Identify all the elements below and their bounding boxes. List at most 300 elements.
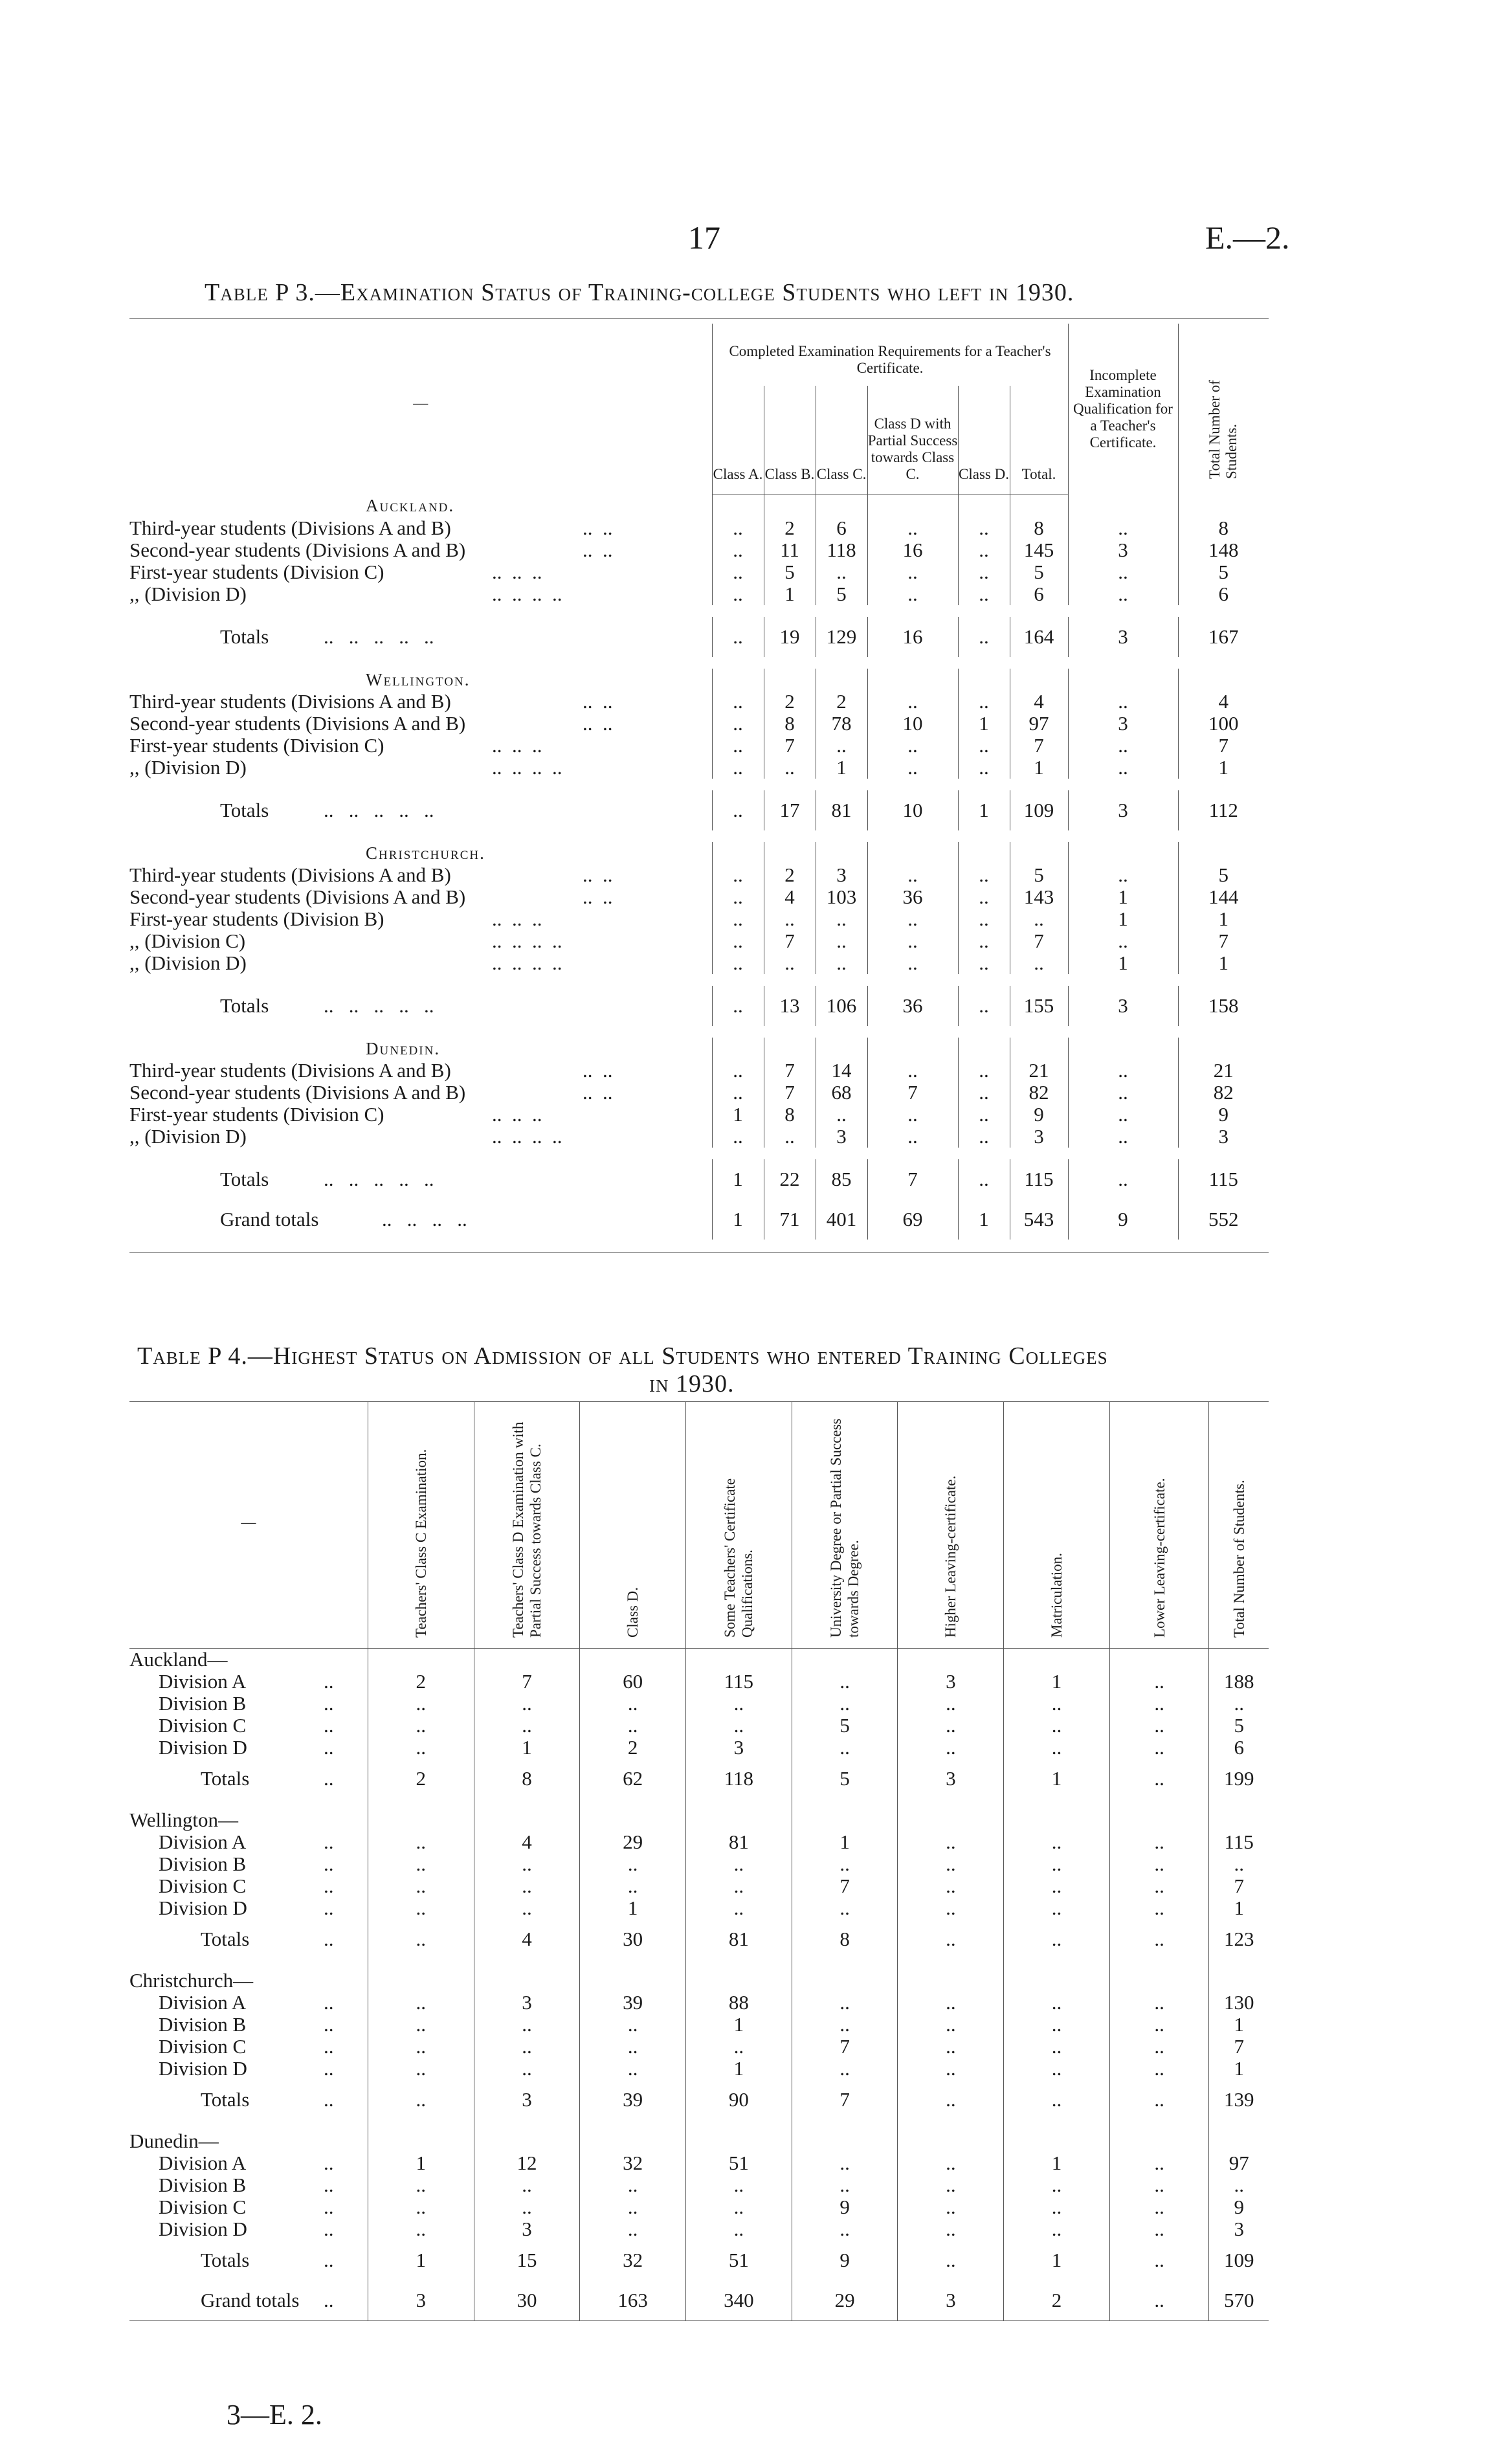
- leader-dots: ..: [324, 1692, 334, 1715]
- section-row: [129, 1970, 1269, 1992]
- cell-value: ..: [368, 1897, 474, 1919]
- table-row: [129, 790, 1269, 830]
- col-header: Total Number of Students.: [1230, 1480, 1247, 1638]
- table-row: [129, 2036, 1269, 2058]
- table-row: [129, 930, 1269, 952]
- cell-value: ..: [1068, 864, 1178, 886]
- cell-value: 1: [1068, 952, 1178, 974]
- row-label: First-year students (Division C): [129, 561, 384, 583]
- cell-value: ..: [867, 583, 958, 605]
- cell-value: 29: [580, 1831, 686, 1853]
- cell-value: 3: [474, 2218, 580, 2240]
- cell-value: ..: [1004, 2196, 1110, 2218]
- cell-value: ..: [712, 713, 764, 735]
- cell-value: 39: [580, 2080, 686, 2120]
- cell-value: ..: [368, 1853, 474, 1875]
- cell-value: 7: [764, 735, 816, 757]
- cell-value: 22: [764, 1159, 816, 1199]
- row-label: Third-year students (Divisions A and B): [129, 690, 451, 713]
- leader-dots: ..: [324, 2196, 334, 2218]
- leader-dots: ..: [324, 2088, 334, 2111]
- row-label: Division C: [159, 1714, 247, 1737]
- cell-value: 5: [1178, 561, 1269, 583]
- cell-value: ..: [867, 561, 958, 583]
- cell-value: 36: [867, 986, 958, 1026]
- leader-dots: .. .. .. .. ..: [324, 994, 434, 1017]
- cell-value: ..: [580, 1715, 686, 1737]
- col-header: Total Number of Students.: [1206, 380, 1240, 479]
- document-reference: E.—2.: [1205, 219, 1290, 256]
- cell-value: 2: [368, 1759, 474, 1799]
- cell-value: ..: [1004, 2080, 1110, 2120]
- cell-value: ..: [867, 908, 958, 930]
- cell-value: ..: [898, 1992, 1004, 2014]
- page-number: 17: [688, 219, 720, 256]
- leader-dots: ..: [324, 1830, 334, 1853]
- cell-value: 7: [867, 1082, 958, 1104]
- spacer-row: [129, 1026, 1269, 1038]
- section-row: [129, 669, 1269, 691]
- cell-value: ..: [792, 2174, 898, 2196]
- table-row: [129, 1104, 1269, 1126]
- cell-value: ..: [712, 617, 764, 657]
- cell-value: 90: [686, 2080, 792, 2120]
- cell-value: ..: [1004, 1715, 1110, 1737]
- spacer-row: [129, 779, 1269, 790]
- row-label: Grand totals: [220, 1207, 319, 1230]
- cell-value: ..: [764, 952, 816, 974]
- cell-value: ..: [867, 757, 958, 779]
- cell-value: 7: [792, 2080, 898, 2120]
- section-row: [129, 1649, 1269, 1671]
- leader-dots: .. .. .. ..: [382, 1207, 467, 1230]
- cell-value: 3: [816, 864, 867, 886]
- table-row: [129, 986, 1269, 1026]
- leader-dots: ..: [324, 1670, 334, 1693]
- row-label: First-year students (Division C): [129, 734, 384, 757]
- cell-value: ..: [1109, 1671, 1208, 1693]
- table-row: [129, 1875, 1269, 1897]
- cell-value: ..: [1209, 2174, 1269, 2196]
- cell-value: 164: [1010, 617, 1068, 657]
- cell-value: ..: [867, 1126, 958, 1148]
- row-label: Totals: [201, 2088, 250, 2111]
- table-p4: [129, 1401, 1269, 2321]
- cell-value: ..: [580, 1693, 686, 1715]
- leader-dots: ..: [324, 1875, 334, 1897]
- table-row: [129, 691, 1269, 713]
- table-p4-title: Table P 4.—Highest Status on Admission of all Students who entered Training Colleges: [137, 1342, 1108, 1370]
- cell-value: ..: [474, 1853, 580, 1875]
- cell-value: ..: [867, 864, 958, 886]
- cell-value: 51: [686, 2152, 792, 2174]
- cell-value: ..: [958, 1082, 1010, 1104]
- cell-value: ..: [474, 2036, 580, 2058]
- leader-dots: ..: [324, 2152, 334, 2174]
- cell-value: 1: [712, 1199, 764, 1240]
- table-row: [129, 1737, 1269, 1759]
- page-footer: 3—E. 2.: [227, 2399, 322, 2431]
- cell-value: 1: [958, 790, 1010, 830]
- table-row: [129, 1199, 1269, 1240]
- cell-value: ..: [580, 2058, 686, 2080]
- cell-value: 21: [1178, 1060, 1269, 1082]
- cell-value: ..: [958, 539, 1010, 561]
- cell-value: ..: [958, 1060, 1010, 1082]
- cell-value: 1: [1010, 757, 1068, 779]
- cell-value: 12: [474, 2152, 580, 2174]
- row-label: Totals: [220, 994, 269, 1017]
- cell-value: ..: [898, 2196, 1004, 2218]
- cell-value: 163: [580, 2280, 686, 2321]
- cell-value: 155: [1010, 986, 1068, 1026]
- cell-value: ..: [816, 561, 867, 583]
- cell-value: ..: [958, 561, 1010, 583]
- cell-value: ..: [368, 2014, 474, 2036]
- table-row: [129, 713, 1269, 735]
- table-row: [129, 1759, 1269, 1799]
- leader-dots: ..: [324, 2289, 334, 2311]
- leader-dots: .. ..: [583, 690, 613, 713]
- cell-value: ..: [958, 583, 1010, 605]
- cell-value: 7: [867, 1159, 958, 1199]
- cell-value: 15: [474, 2240, 580, 2280]
- cell-value: ..: [712, 952, 764, 974]
- cell-value: 106: [816, 986, 867, 1026]
- table-p3-title: Table P 3.—Examination Status of Training-college Students who left in 1930.: [205, 279, 1074, 306]
- cell-value: ..: [474, 2014, 580, 2036]
- table-row: [129, 1831, 1269, 1853]
- cell-value: ..: [474, 2058, 580, 2080]
- cell-value: 1: [686, 2014, 792, 2036]
- cell-value: ..: [1010, 908, 1068, 930]
- cell-value: ..: [867, 1104, 958, 1126]
- leader-dots: .. .. .. .. ..: [324, 798, 434, 821]
- row-label: Totals: [201, 1767, 250, 1790]
- row-label: Division D: [159, 1736, 247, 1759]
- cell-value: ..: [580, 2196, 686, 2218]
- cell-value: ..: [1004, 2014, 1110, 2036]
- cell-value: 8: [1010, 517, 1068, 539]
- cell-value: 82: [1010, 1082, 1068, 1104]
- cell-value: ..: [958, 517, 1010, 539]
- leader-dots: ..: [324, 2249, 334, 2271]
- cell-value: ..: [1109, 1992, 1208, 2014]
- row-label: Totals: [201, 1928, 250, 1950]
- cell-value: ..: [792, 1693, 898, 1715]
- cell-value: 2: [816, 691, 867, 713]
- cell-value: ..: [1109, 1853, 1208, 1875]
- cell-value: ..: [1004, 2058, 1110, 2080]
- cell-value: 85: [816, 1159, 867, 1199]
- cell-value: 199: [1209, 1759, 1269, 1799]
- cell-value: ..: [474, 1715, 580, 1737]
- row-label: Second-year students (Divisions A and B): [129, 885, 466, 908]
- cell-value: 1: [1068, 908, 1178, 930]
- cell-value: ..: [1109, 2014, 1208, 2036]
- cell-value: 115: [1178, 1159, 1269, 1199]
- cell-value: 1: [1209, 2058, 1269, 2080]
- cell-value: ..: [686, 1715, 792, 1737]
- leader-dots: .. ..: [583, 1059, 613, 1082]
- cell-value: ..: [867, 952, 958, 974]
- cell-value: 3: [1068, 713, 1178, 735]
- section-label: Auckland.: [366, 496, 455, 516]
- table-row: [129, 1897, 1269, 1919]
- cell-value: 5: [792, 1715, 898, 1737]
- cell-value: ..: [1004, 1831, 1110, 1853]
- cell-value: ..: [898, 1693, 1004, 1715]
- row-label: Division C: [159, 2196, 247, 2218]
- row-label: First-year students (Division C): [129, 1103, 384, 1126]
- cell-value: 4: [1010, 691, 1068, 713]
- row-label: Division D: [159, 1897, 247, 1919]
- row-label: First-year students (Division B): [129, 907, 384, 930]
- cell-value: 3: [686, 1737, 792, 1759]
- cell-value: ..: [712, 886, 764, 908]
- cell-value: ..: [368, 2036, 474, 2058]
- cell-value: ..: [898, 1737, 1004, 1759]
- cell-value: 10: [867, 790, 958, 830]
- cell-value: ..: [898, 2058, 1004, 2080]
- cell-value: 3: [816, 1126, 867, 1148]
- cell-value: 167: [1178, 617, 1269, 657]
- leader-dots: ..: [324, 2057, 334, 2080]
- leader-dots: ..: [324, 2174, 334, 2196]
- row-label: Division A: [159, 1991, 247, 2014]
- cell-value: 570: [1209, 2280, 1269, 2321]
- section-row: [129, 2130, 1269, 2152]
- cell-value: ..: [1004, 2036, 1110, 2058]
- table-p3: [129, 324, 1269, 1253]
- cell-value: ..: [1068, 1060, 1178, 1082]
- cell-value: 3: [1068, 986, 1178, 1026]
- cell-value: 7: [1178, 930, 1269, 952]
- cell-value: 7: [792, 1875, 898, 1897]
- cell-value: ..: [1068, 1126, 1178, 1148]
- row-label: Grand totals: [201, 2289, 300, 2311]
- cell-value: ..: [712, 790, 764, 830]
- cell-value: 62: [580, 1759, 686, 1799]
- cell-value: 4: [764, 886, 816, 908]
- cell-value: ..: [958, 986, 1010, 1026]
- cell-value: ..: [1109, 1919, 1208, 1959]
- cell-value: ..: [816, 952, 867, 974]
- cell-value: 8: [764, 713, 816, 735]
- cell-value: ..: [1209, 1693, 1269, 1715]
- cell-value: ..: [1068, 930, 1178, 952]
- cell-value: ..: [1109, 2036, 1208, 2058]
- section-row: [129, 495, 1269, 517]
- leader-dots: ..: [324, 1853, 334, 1875]
- leader-dots: .. ..: [583, 885, 613, 908]
- cell-value: ..: [867, 517, 958, 539]
- row-label: ,, (Division D): [129, 756, 247, 779]
- cell-value: 1: [1004, 1759, 1110, 1799]
- cell-value: ..: [867, 930, 958, 952]
- row-label: Division A: [159, 1830, 247, 1853]
- cell-value: ..: [1068, 1104, 1178, 1126]
- cell-value: 3: [474, 1992, 580, 2014]
- cell-value: ..: [686, 2218, 792, 2240]
- col-header: Class A.: [712, 386, 764, 495]
- cell-value: 21: [1010, 1060, 1068, 1082]
- cell-value: 7: [1010, 930, 1068, 952]
- cell-value: 9: [1209, 2196, 1269, 2218]
- cell-value: 30: [474, 2280, 580, 2321]
- cell-value: 9: [792, 2240, 898, 2280]
- cell-value: ..: [686, 1897, 792, 1919]
- blank-header: —: [413, 395, 428, 411]
- cell-value: 97: [1010, 713, 1068, 735]
- cell-value: ..: [1004, 2218, 1110, 2240]
- cell-value: 100: [1178, 713, 1269, 735]
- cell-value: ..: [958, 930, 1010, 952]
- row-label: Second-year students (Divisions A and B): [129, 539, 466, 561]
- cell-value: ..: [712, 908, 764, 930]
- table-row: [129, 1693, 1269, 1715]
- cell-value: 7: [1209, 2036, 1269, 2058]
- spacer-row: [129, 1148, 1269, 1159]
- leader-dots: .. .. ..: [492, 907, 542, 930]
- cell-value: ..: [792, 2014, 898, 2036]
- cell-value: ..: [368, 2196, 474, 2218]
- cell-value: ..: [958, 1126, 1010, 1148]
- cell-value: ..: [1004, 2174, 1110, 2196]
- cell-value: ..: [1109, 2174, 1208, 2196]
- cell-value: ..: [712, 757, 764, 779]
- row-label: Third-year students (Divisions A and B): [129, 1059, 451, 1082]
- cell-value: ..: [686, 2036, 792, 2058]
- cell-value: ..: [898, 2240, 1004, 2280]
- cell-value: 118: [816, 539, 867, 561]
- cell-value: ..: [1068, 517, 1178, 539]
- table-row: [129, 735, 1269, 757]
- cell-value: 5: [1010, 561, 1068, 583]
- cell-value: 51: [686, 2240, 792, 2280]
- cell-value: 11: [764, 539, 816, 561]
- cell-value: ..: [792, 2218, 898, 2240]
- table-row: [129, 539, 1269, 561]
- cell-value: ..: [792, 1897, 898, 1919]
- cell-value: 8: [474, 1759, 580, 1799]
- cell-value: ..: [1004, 1853, 1110, 1875]
- cell-value: ..: [958, 735, 1010, 757]
- table-row: [129, 1082, 1269, 1104]
- cell-value: ..: [898, 2014, 1004, 2036]
- cell-value: 2: [764, 691, 816, 713]
- col-header: Class D.: [625, 1587, 641, 1638]
- table-row: [129, 517, 1269, 539]
- table-row: [129, 908, 1269, 930]
- table-row: [129, 2196, 1269, 2218]
- row-label: Division D: [159, 2218, 247, 2240]
- cell-value: ..: [867, 691, 958, 713]
- leader-dots: .. .. .. .. ..: [324, 625, 434, 648]
- spacer-row: [129, 1959, 1269, 1970]
- cell-value: 123: [1209, 1919, 1269, 1959]
- cell-value: 109: [1209, 2240, 1269, 2280]
- cell-value: ..: [1109, 1737, 1208, 1759]
- cell-value: 4: [1178, 691, 1269, 713]
- leader-dots: .. ..: [583, 712, 613, 735]
- cell-value: 3: [898, 1671, 1004, 1693]
- cell-value: 5: [816, 583, 867, 605]
- spacer-row: [129, 830, 1269, 842]
- cell-value: 60: [580, 1671, 686, 1693]
- cell-value: 1: [686, 2058, 792, 2080]
- cell-value: ..: [1004, 1693, 1110, 1715]
- cell-value: ..: [898, 2152, 1004, 2174]
- cell-value: ..: [1109, 2196, 1208, 2218]
- row-label: Totals: [201, 2249, 250, 2271]
- cell-value: 145: [1010, 539, 1068, 561]
- cell-value: 1: [1178, 757, 1269, 779]
- leader-dots: ..: [324, 1714, 334, 1737]
- cell-value: ..: [712, 986, 764, 1026]
- cell-value: 3: [1068, 790, 1178, 830]
- cell-value: 1: [1209, 2014, 1269, 2036]
- table-row: [129, 886, 1269, 908]
- section-row: [129, 1038, 1269, 1060]
- cell-value: ..: [1004, 1737, 1110, 1759]
- table-row: [129, 1715, 1269, 1737]
- spacer-row: [129, 1799, 1269, 1809]
- cell-value: ..: [712, 735, 764, 757]
- cell-value: 32: [580, 2152, 686, 2174]
- col-header: Class C.: [816, 386, 867, 495]
- cell-value: 1: [368, 2240, 474, 2280]
- cell-value: 81: [686, 1831, 792, 1853]
- cell-value: ..: [898, 2036, 1004, 2058]
- row-label: Totals: [220, 1167, 269, 1190]
- col-header: Lower Leaving-certificate.: [1151, 1478, 1168, 1638]
- cell-value: 1: [712, 1159, 764, 1199]
- cell-value: ..: [816, 930, 867, 952]
- cell-value: 1: [712, 1104, 764, 1126]
- cell-value: ..: [898, 1919, 1004, 1959]
- table-row: [129, 2280, 1269, 2321]
- cell-value: ..: [712, 691, 764, 713]
- table-row: [129, 617, 1269, 657]
- group-header: Completed Examination Requirements for a Teacher's Certificate.: [712, 324, 1068, 386]
- divider: [129, 318, 1269, 319]
- cell-value: 71: [764, 1199, 816, 1240]
- col-header: University Degree or Partial Success towards Degree.: [828, 1418, 862, 1638]
- cell-value: ..: [1068, 757, 1178, 779]
- cell-value: 103: [816, 886, 867, 908]
- cell-value: 3: [1068, 617, 1178, 657]
- cell-value: ..: [368, 1919, 474, 1959]
- cell-value: ..: [474, 1693, 580, 1715]
- leader-dots: .. ..: [583, 539, 613, 561]
- row-label: Division D: [159, 2057, 247, 2080]
- cell-value: ..: [1109, 1715, 1208, 1737]
- cell-value: ..: [792, 1853, 898, 1875]
- leader-dots: ..: [324, 1991, 334, 2014]
- cell-value: ..: [816, 735, 867, 757]
- cell-value: 158: [1178, 986, 1269, 1026]
- cell-value: ..: [712, 1060, 764, 1082]
- table-row: [129, 2058, 1269, 2080]
- cell-value: ..: [368, 2058, 474, 2080]
- cell-value: ..: [474, 1875, 580, 1897]
- cell-value: ..: [898, 1897, 1004, 1919]
- cell-value: ..: [958, 886, 1010, 908]
- spacer-row: [129, 974, 1269, 986]
- cell-value: ..: [1209, 1853, 1269, 1875]
- cell-value: 16: [867, 617, 958, 657]
